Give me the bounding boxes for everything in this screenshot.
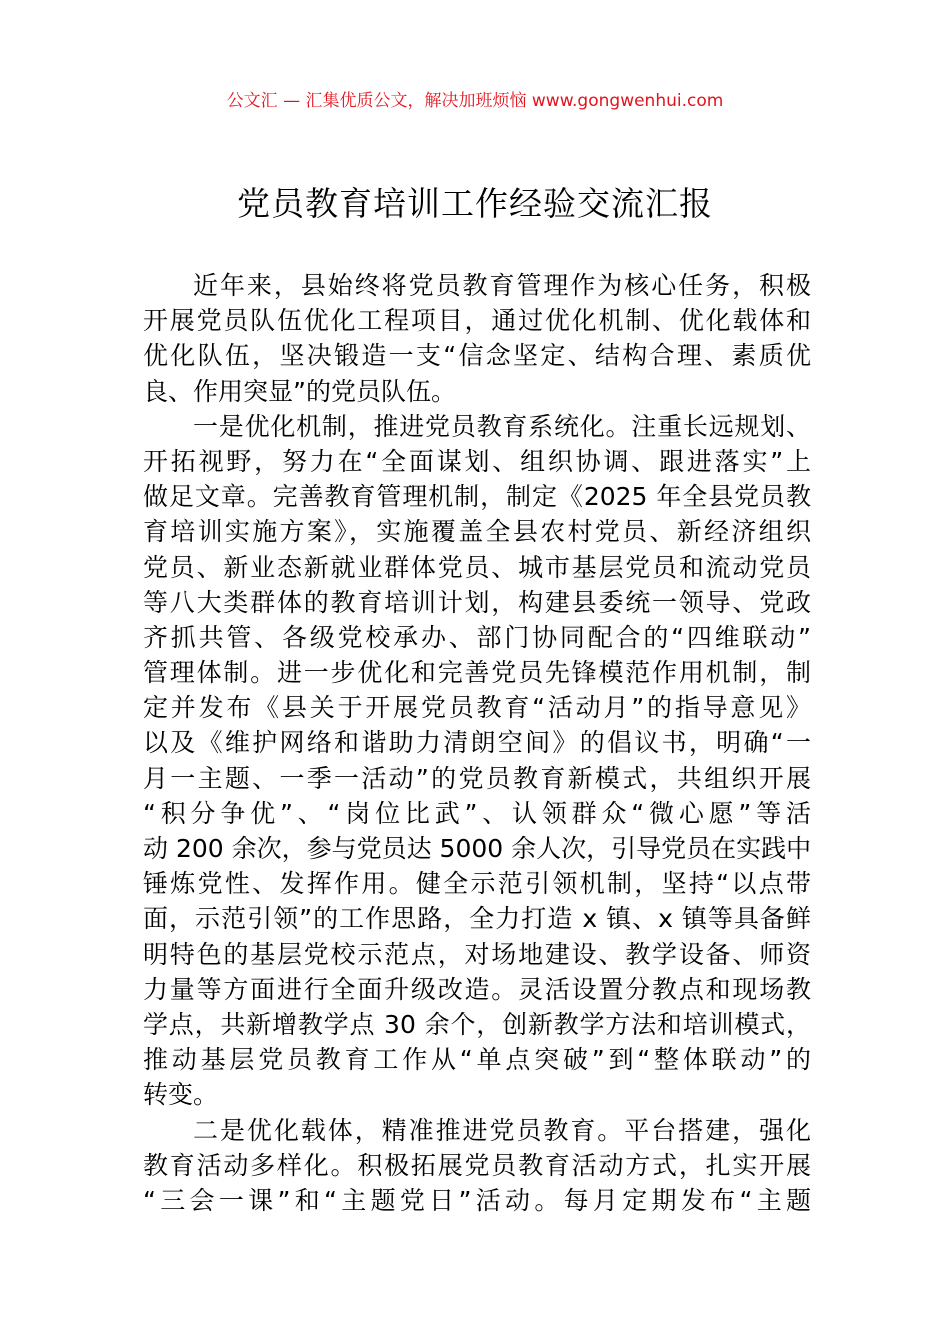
- paragraph-mechanism: [143, 409, 811, 1113]
- text-line: 教育活动多样化。积极拓展党员教育活动方式，扎实开展: [143, 1150, 811, 1180]
- text-line: 定并发布《县关于开展党员教育“活动月”的指导意见》: [143, 693, 811, 723]
- text-line: 学点，共新增教学点 30 余个，创新教学方法和培训模式，: [143, 1009, 811, 1039]
- paragraph-intro: [143, 268, 811, 409]
- text-line: 锤炼党性、发挥作用。健全示范引领机制，坚持“以点带: [143, 869, 811, 899]
- text-line: 明特色的基层党校示范点，对场地建设、教学设备、师资: [143, 939, 811, 969]
- document-title: 党员教育培训工作经验交流汇报: [237, 184, 713, 223]
- text-line: 育培训实施方案》，实施覆盖全县农村党员、新经济组织: [143, 517, 811, 547]
- text-line: “三会一课”和“主题党日”活动。每月定期发布“主题: [143, 1185, 811, 1215]
- text-line: 力量等方面进行全面升级改造。灵活设置分教点和现场教: [143, 974, 811, 1004]
- text-line: 一是优化机制，推进党员教育系统化。注重长远规划、: [193, 411, 811, 441]
- watermark-banner: 公文汇 — 汇集优质公文，解决加班烦恼 www.gongwenhui.com: [226, 91, 724, 111]
- text-line: 推动基层党员教育工作从“单点突破”到“整体联动”的: [143, 1045, 811, 1075]
- paragraph-carrier: [143, 1113, 811, 1219]
- text-line: 动 200 余次，参与党员达 5000 余人次，引导党员在实践中: [143, 834, 812, 863]
- text-line: 良、作用突显”的党员队伍。: [143, 376, 456, 406]
- text-line: 近年来，县始终将党员教育管理作为核心任务，积极: [193, 271, 811, 300]
- text-line: 面，示范引领”的工作思路，全力打造 x 镇、x 镇等具备鲜: [143, 904, 811, 934]
- text-line: 月一主题、一季一活动”的党员教育新模式，共组织开展: [143, 763, 811, 793]
- text-line: 二是优化载体，精准推进党员教育。平台搭建，强化: [193, 1115, 811, 1145]
- text-line: 以及《维护网络和谐助力清朗空间》的倡议书，明确“一: [143, 728, 811, 758]
- text-line: 齐抓共管、各级党校承办、部门协同配合的“四维联动”: [143, 622, 811, 652]
- text-line: 做足文章。完善教育管理机制，制定《2025 年全县党员教: [143, 482, 811, 512]
- document-body: [143, 268, 811, 1218]
- text-line: 开展党员队伍优化工程项目，通过优化机制、优化载体和: [143, 306, 811, 336]
- text-line: 管理体制。进一步优化和完善党员先锋模范作用机制，制: [143, 658, 811, 688]
- text-line: 开拓视野，努力在“全面谋划、组织协调、跟进落实”上: [143, 446, 811, 476]
- text-line: 等八大类群体的教育培训计划，构建县委统一领导、党政: [143, 587, 811, 617]
- text-line: 优化队伍，坚决锻造一支“信念坚定、结构合理、素质优: [143, 341, 811, 371]
- text-line: 党员、新业态新就业群体党员、城市基层党员和流动党员: [143, 552, 811, 582]
- text-line: 转变。: [143, 1080, 219, 1110]
- text-line: “积分争优”、“岗位比武”、认领群众“微心愿”等活: [143, 798, 811, 828]
